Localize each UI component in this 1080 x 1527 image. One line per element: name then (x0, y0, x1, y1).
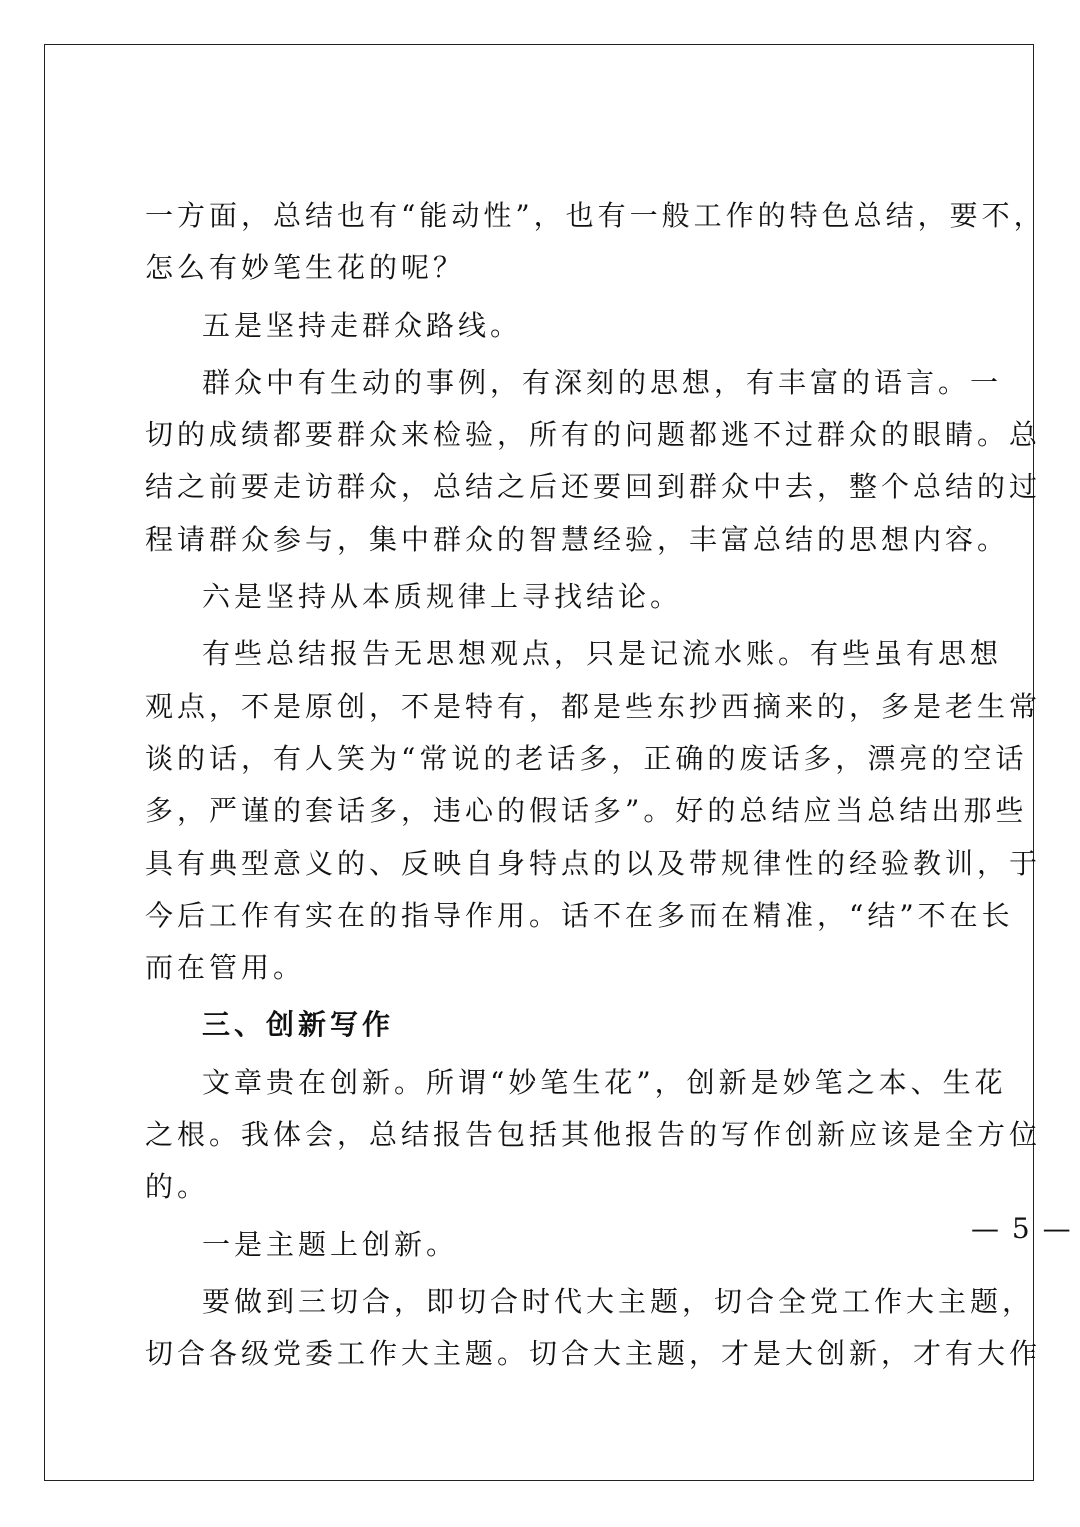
text-line: 谈的话，有人笑为“常说的老话多，正确的废话多，漂亮的空话 (145, 741, 1028, 775)
text-line: 文章贵在创新。所谓“妙笔生花”，创新是妙笔之本、生花 (202, 1065, 1007, 1099)
text-line: 一方面，总结也有“能动性”，也有一般工作的特色总结，要不， (145, 199, 1046, 232)
text-line: 群众中有生动的事例，有深刻的思想，有丰富的语言。一 (202, 365, 1003, 399)
text-line: 的。 (145, 1170, 210, 1204)
text-line: 之根。我体会，总结报告包括其他报告的写作创新应该是全方位 (145, 1118, 1042, 1152)
text-line: 结之前要走访群众，总结之后还要回到群众中去，整个总结的过 (145, 470, 1042, 504)
section-item-6: 六是坚持从本质规律上寻找结论。 (202, 580, 683, 614)
text-line: 切的成绩都要群众来检验，所有的问题都逃不过群众的眼睛。总 (145, 418, 1042, 452)
page-number: — 5 — (971, 1212, 1073, 1245)
text-line: 有些总结报告无思想观点，只是记流水账。有些虽有思想 (202, 637, 1003, 671)
text-line: 要做到三切合，即切合时代大主题，切合全党工作大主题， (202, 1284, 1035, 1318)
text-line: 程请群众参与，集中群众的智慧经验，丰富总结的思想内容。 (145, 522, 1010, 556)
text-line: 多，严谨的套话多，违心的假话多”。好的总结应当总结出那些 (145, 794, 1028, 828)
text-line: 切合各级党委工作大主题。切合大主题，才是大创新，才有大作 (145, 1337, 1042, 1371)
text-line: 今后工作有实在的指导作用。话不在多而在精准，“结”不在长 (145, 898, 1014, 932)
text-line: 观点，不是原创，不是特有，都是些东抄西摘来的，多是老生常 (145, 689, 1042, 723)
text-line: 怎么有妙笔生花的呢？ (145, 251, 466, 285)
section-item-1: 一是主题上创新。 (202, 1227, 459, 1261)
text-line: 而在管用。 (145, 951, 306, 985)
section-item-5: 五是坚持走群众路线。 (202, 308, 523, 342)
text-line: 具有典型意义的、反映自身特点的以及带规律性的经验教训，于 (145, 846, 1042, 880)
section-heading-3: 三、创新写作 (202, 1008, 395, 1042)
document-body (145, 190, 1073, 1381)
